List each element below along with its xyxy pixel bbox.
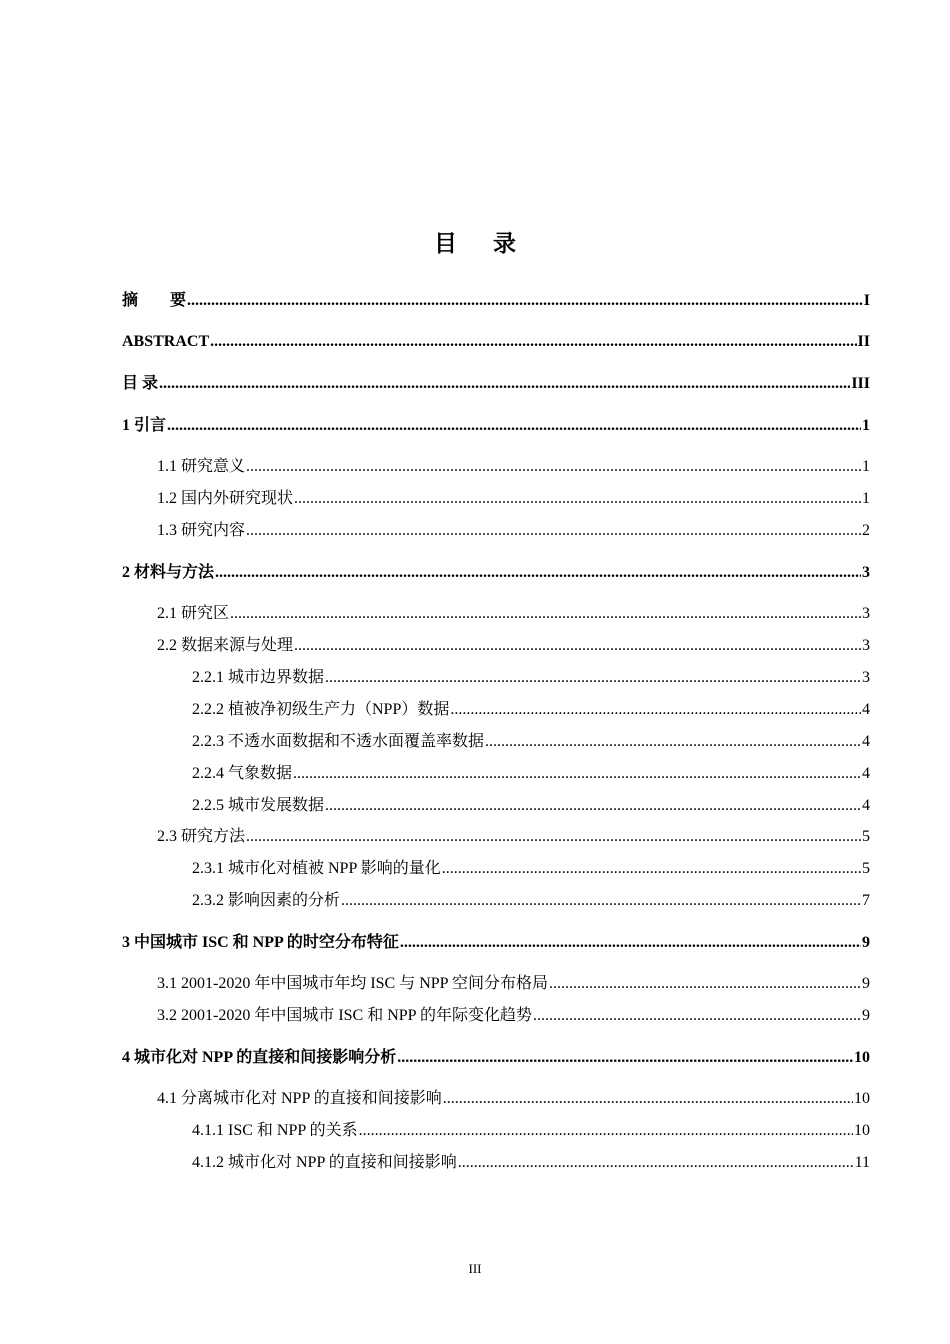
toc-entry-page: 9 — [862, 975, 870, 992]
toc-leader-dots — [359, 1120, 853, 1142]
toc-entry-page: II — [857, 333, 870, 350]
toc-entry-page: 3 — [862, 637, 870, 654]
toc-entry-label: 2 材料与方法 — [122, 564, 215, 581]
toc-leader-dots — [246, 826, 861, 848]
toc-leader-dots — [230, 603, 861, 625]
toc-entry-page: 4 — [862, 701, 870, 718]
toc-entry-page: 9 — [862, 1007, 870, 1024]
toc-leader-dots — [187, 290, 863, 312]
toc-entry-page: 5 — [862, 860, 870, 877]
toc-leader-dots — [443, 1088, 853, 1110]
toc-entry-label: 2.2.2 植被净初级生产力（NPP）数据 — [192, 701, 450, 718]
toc-leader-dots — [485, 731, 861, 753]
toc-entry-label: 3 中国城市 ISC 和 NPP 的时空分布特征 — [122, 934, 399, 951]
toc-leader-dots — [450, 699, 861, 721]
toc-leader-dots — [294, 635, 861, 657]
toc-entry-page: I — [863, 292, 870, 309]
toc-leader-dots — [458, 1152, 854, 1174]
toc-leader-dots — [442, 858, 861, 880]
toc-entry-page: 1 — [862, 458, 870, 475]
toc-entry-page: 10 — [854, 1090, 870, 1107]
toc-entry-label: 1.2 国内外研究现状 — [157, 490, 294, 507]
toc-entry-label: 2.3.2 影响因素的分析 — [192, 892, 341, 909]
toc-leader-dots — [400, 932, 861, 954]
toc-entry-label: ABSTRACT — [122, 333, 210, 350]
toc-entry-section-3-1[interactable] — [157, 973, 870, 995]
toc-entry-section-2-2-1[interactable] — [192, 667, 870, 689]
toc-entry-chapter-1[interactable] — [122, 415, 870, 437]
toc-entry-page: 2 — [862, 522, 870, 539]
toc-leader-dots — [325, 667, 861, 689]
toc-entry-chapter-4[interactable] — [122, 1047, 870, 1069]
toc-entry-label: 2.3.1 城市化对植被 NPP 影响的量化 — [192, 860, 441, 877]
toc-entry-label: 2.3 研究方法 — [157, 828, 246, 845]
toc-entry-section-2-2[interactable] — [157, 635, 870, 657]
toc-entry-abstract-en[interactable] — [122, 331, 870, 353]
toc-entry-section-1-2[interactable] — [157, 488, 870, 510]
toc-leader-dots — [159, 373, 850, 395]
toc-entry-label: 4.1.2 城市化对 NPP 的直接和间接影响 — [192, 1154, 457, 1171]
toc-entry-label: 2.2.5 城市发展数据 — [192, 797, 325, 814]
toc-leader-dots — [293, 763, 861, 785]
toc-entry-page: 3 — [862, 605, 870, 622]
toc-entry-label: 2.2.4 气象数据 — [192, 765, 293, 782]
toc-entry-label: 目 录 — [122, 375, 159, 392]
toc-entry-section-4-1-2[interactable] — [192, 1152, 870, 1174]
toc-entry-section-2-3-1[interactable] — [192, 858, 870, 880]
toc-entry-section-2-2-2[interactable] — [192, 699, 870, 721]
toc-entry-section-2-3-2[interactable] — [192, 890, 870, 912]
toc-leader-dots — [246, 520, 861, 542]
toc-entry-page: 3 — [862, 564, 870, 581]
toc-entry-page: 4 — [862, 797, 870, 814]
toc-entry-section-1-1[interactable] — [157, 456, 870, 478]
page-title: 目 录 — [433, 231, 530, 257]
toc-entry-contents[interactable] — [122, 373, 870, 395]
toc-leader-dots — [210, 331, 856, 353]
toc-entry-page: 1 — [862, 417, 870, 434]
toc-entry-page: 4 — [862, 765, 870, 782]
toc-entry-page: 11 — [854, 1154, 870, 1171]
page-number: III — [468, 1261, 482, 1276]
toc-leader-dots — [533, 1005, 861, 1027]
toc-entry-label: 1.3 研究内容 — [157, 522, 246, 539]
toc-entry-section-2-3[interactable] — [157, 826, 870, 848]
toc-entry-page: 4 — [862, 733, 870, 750]
toc-entry-page: 10 — [854, 1122, 870, 1139]
toc-entry-section-2-2-3[interactable] — [192, 731, 870, 753]
toc-entry-chapter-2[interactable] — [122, 562, 870, 584]
toc-leader-dots — [325, 795, 861, 817]
toc-entry-label: 3.1 2001-2020 年中国城市年均 ISC 与 NPP 空间分布格局 — [157, 975, 548, 992]
toc-entry-label: 2.2 数据来源与处理 — [157, 637, 294, 654]
toc-leader-dots — [397, 1047, 853, 1069]
toc-entry-page: III — [851, 375, 870, 392]
toc-leader-dots — [341, 890, 861, 912]
toc-entry-section-2-2-5[interactable] — [192, 795, 870, 817]
toc-leader-dots — [215, 562, 861, 584]
toc-leader-dots — [294, 488, 861, 510]
toc-entry-label: 2.2.3 不透水面数据和不透水面覆盖率数据 — [192, 733, 485, 750]
toc-entry-section-4-1[interactable] — [157, 1088, 870, 1110]
toc-entry-section-3-2[interactable] — [157, 1005, 870, 1027]
toc-entry-label: 1.1 研究意义 — [157, 458, 246, 475]
toc-leader-dots — [246, 456, 861, 478]
toc-entry-page: 1 — [862, 490, 870, 507]
toc-entry-section-2-1[interactable] — [157, 603, 870, 625]
toc-entry-chapter-3[interactable] — [122, 932, 870, 954]
toc-entry-label: 1 引言 — [122, 417, 167, 434]
toc-entry-label: 2.2.1 城市边界数据 — [192, 669, 325, 686]
toc-entry-section-4-1-1[interactable] — [192, 1120, 870, 1142]
toc-leader-dots — [549, 973, 861, 995]
toc-entry-label: 4.1.1 ISC 和 NPP 的关系 — [192, 1122, 358, 1139]
toc-entry-label: 2.1 研究区 — [157, 605, 230, 622]
toc-entry-label: 3.2 2001-2020 年中国城市 ISC 和 NPP 的年际变化趋势 — [157, 1007, 532, 1024]
toc-entry-label: 4 城市化对 NPP 的直接和间接影响分析 — [122, 1049, 397, 1066]
toc-entry-abstract-cn[interactable] — [122, 290, 870, 312]
toc-entry-page: 7 — [862, 892, 870, 909]
toc-entry-section-2-2-4[interactable] — [192, 763, 870, 785]
toc-entry-label: 4.1 分离城市化对 NPP 的直接和间接影响 — [157, 1090, 442, 1107]
toc-entry-page: 5 — [862, 828, 870, 845]
toc-entry-section-1-3[interactable] — [157, 520, 870, 542]
toc-entry-label: 摘 要 — [122, 292, 187, 309]
toc-entry-page: 9 — [862, 934, 870, 951]
toc-entry-page: 10 — [854, 1049, 870, 1066]
toc-entry-page: 3 — [862, 669, 870, 686]
toc-leader-dots — [167, 415, 861, 437]
